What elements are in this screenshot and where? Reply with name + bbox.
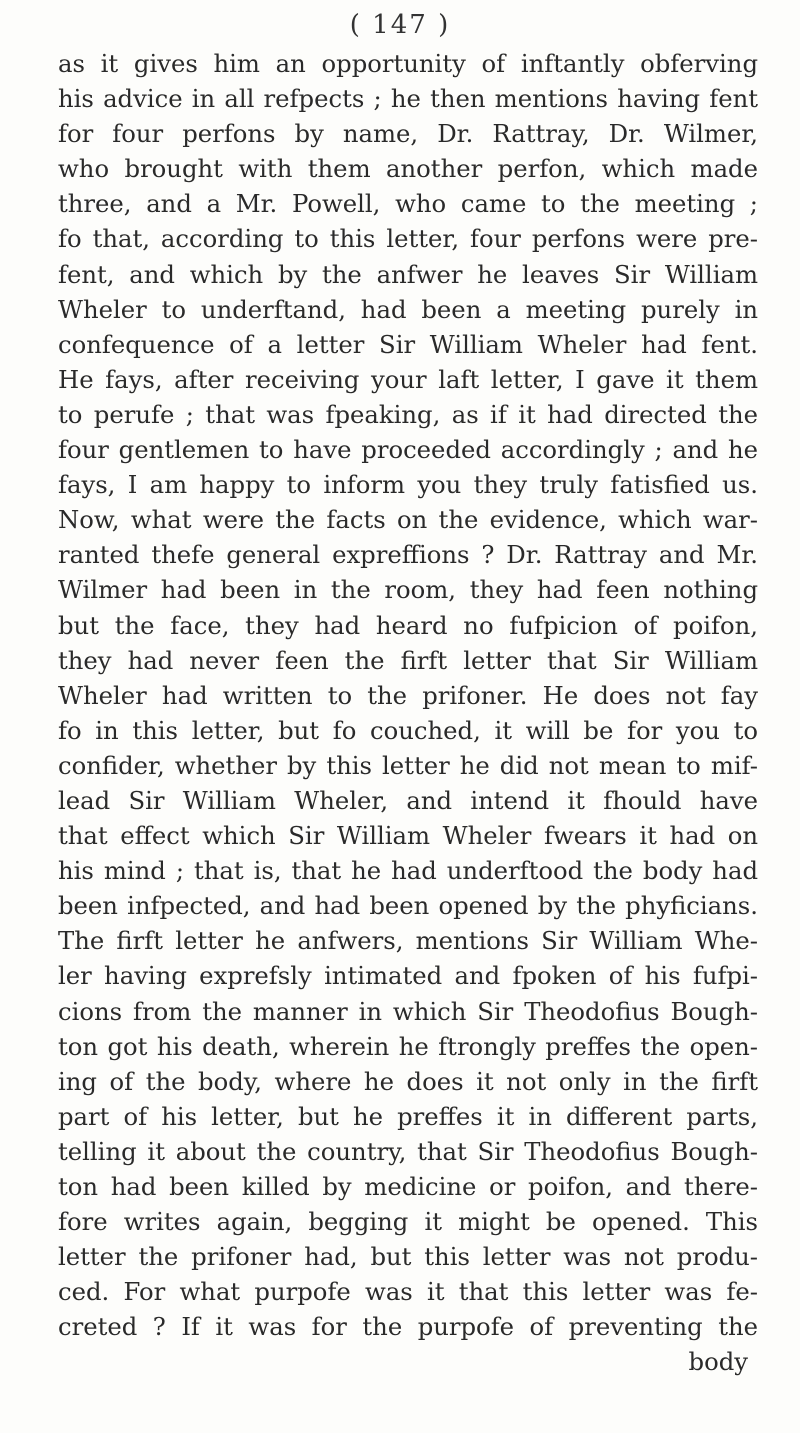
text-line: ton got his death, wherein he ftrongly preffes the open- [58,1031,758,1061]
page-number-header: ( 147 ) [349,10,451,40]
text-line: fent, and which by the anfwer he leaves Sir William [58,259,758,289]
text-line: The firft letter he anfwers, mentions Sir William Whe- [58,926,758,956]
text-line: to perufe ; that was fpeaking, as if it had directed the [58,399,758,429]
text-line: ranted thefe general expreffions ? Dr. Rattray and Mr. [58,540,758,570]
text-line: telling it about the country, that Sir Theodofius Bough- [58,1136,758,1166]
text-line: ler having exprefsly intimated and fpoken of his fufpi- [58,961,758,991]
text-line: part of his letter, but he preffes it in different parts, [58,1101,758,1131]
text-line: that effect which Sir William Wheler fwears it had on [58,821,758,851]
text-line: fo in this letter, but fo couched, it will be for you to [58,715,758,745]
text-line: fays, I am happy to inform you they truly fatisfied us. [58,470,758,500]
text-line: for four perfons by name, Dr. Rattray, Dr. Wilmer, [58,119,758,149]
text-line: fore writes again, begging it might be opened. This [58,1207,758,1237]
text-line: cions from the manner in which Sir Theodofius Bough- [58,996,758,1026]
text-line: Now, what were the facts on the evidence, which war- [58,505,758,535]
text-line: three, and a Mr. Powell, who came to the meeting ; [58,189,758,219]
text-line: Wheler to underftand, had been a meeting purely in [58,294,758,324]
body-text [58,46,758,1380]
text-line: ced. For what purpofe was it that this letter was fe- [58,1277,758,1307]
text-line: who brought with them another perfon, which made [58,154,758,184]
text-line: letter the prifoner had, but this letter was not produ- [58,1242,758,1272]
text-line: creted ? If it was for the purpofe of preventing the [58,1312,758,1342]
catchword: body [688,1347,748,1377]
text-line: lead Sir William Wheler, and intend it fhould have [58,785,758,815]
text-line: as it gives him an opportunity of inftantly obferving [58,49,758,78]
text-line: ton had been killed by medicine or poifon, and there- [58,1172,758,1201]
text-line: four gentlemen to have proceeded accordingly ; and he [58,435,758,465]
text-line: his mind ; that is, that he had underftood the body had [58,856,758,886]
text-line: confider, whether by this letter he did not mean to mif- [58,750,758,780]
text-line: He fays, after receiving your laft letter, I gave it them [58,364,758,394]
text-line: ing of the body, where he does it not only in the firft [58,1066,758,1096]
text-line: Wilmer had been in the room, they had feen nothing [58,575,758,605]
text-line: fo that, according to this letter, four perfons were pre- [58,224,758,254]
text-line: his advice in all refpects ; he then mentions having fent [58,84,758,114]
text-line: but the face, they had heard no fufpicion of poifon, [58,610,758,640]
text-line: been infpected, and had been opened by the phyficians. [58,891,758,921]
text-line: Wheler had written to the prifoner. He does not fay [58,680,758,710]
text-line: confequence of a letter Sir William Wheler had fent. [58,329,758,359]
text-line: they had never feen the firft letter that Sir William [58,645,758,675]
